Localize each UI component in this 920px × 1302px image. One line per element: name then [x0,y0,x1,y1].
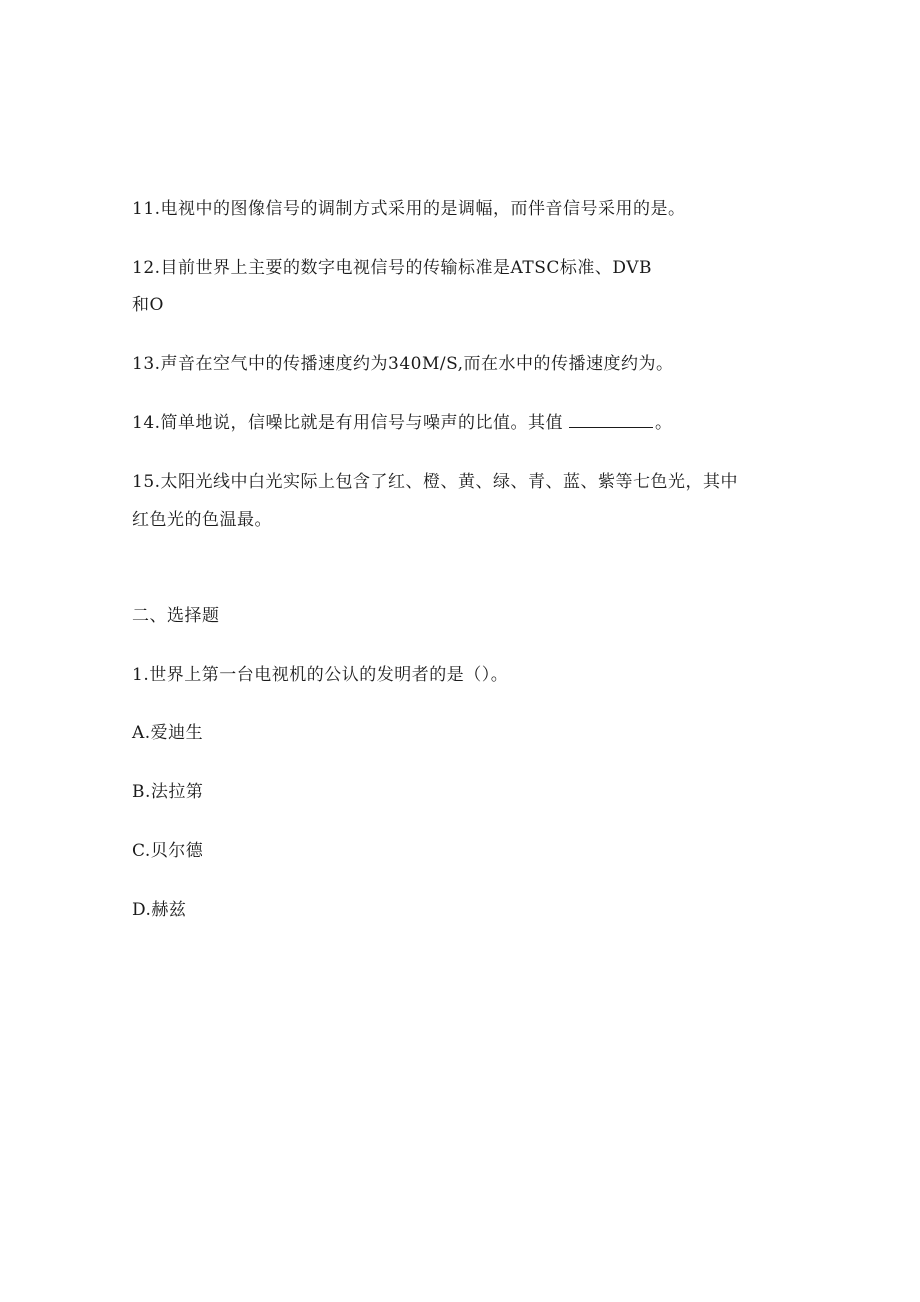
question-12-line-2: 和O [132,295,164,315]
option-d: D.赫兹 [132,900,187,920]
question-14-end: 。 [655,413,673,433]
option-c: C.贝尔德 [132,841,204,861]
option-b: B.法拉第 [132,782,204,802]
section-heading-choice: 二、选择题 [132,606,220,626]
question-14 [132,412,673,434]
question-14-text: 14.简单地说，信噪比就是有用信号与噪声的比值。其值 [132,413,564,433]
question-11: 11.电视中的图像信号的调制方式采用的是调幅，而伴音信号采用的是。 [132,199,686,219]
choice-question-1: 1.世界上第一台电视机的公认的发明者的是（）。 [132,665,509,685]
question-12-line-1: 12.目前世界上主要的数字电视信号的传输标准是ATSC标准、DVB [132,258,652,278]
question-15-line-1: 15.太阳光线中白光实际上包含了红、橙、黄、绿、青、蓝、紫等七色光，其中 [132,472,739,492]
answer-blank [569,413,653,428]
question-15-line-2: 红色光的色温最。 [132,510,272,530]
question-13: 13.声音在空气中的传播速度约为340M/S,而在水中的传播速度约为。 [132,354,674,374]
option-a: A.爱迪生 [132,723,204,743]
